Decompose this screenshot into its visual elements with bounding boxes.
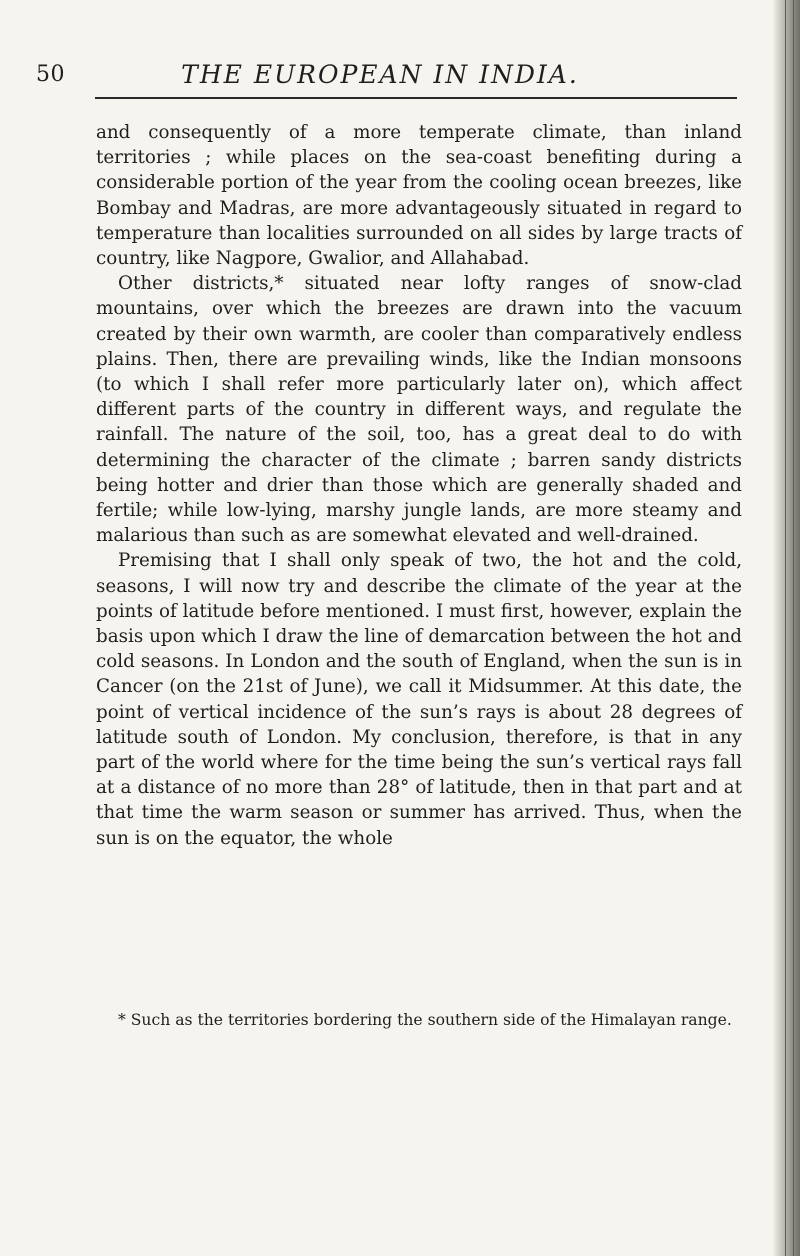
- page-edge-line: [785, 0, 786, 1256]
- paragraph-1: and consequently of a more temperate climate, than inland territories ; while places on the sea-coast benefiting during a considerable portion of the year from the cooling ocean breezes, like Bombay and Madras, are more advantageously situated in regard to temperature than localities surrounded on all sides by large tracts of country, like Nagpore, Gwalior, and Allahabad.: [96, 122, 742, 270]
- page-edge-shadow: [772, 0, 800, 1256]
- footnote: * Such as the territories bordering the southern side of the Himalayan range.: [118, 1011, 732, 1029]
- paragraph-2: Other districts,* situated near lofty ranges of snow-clad mountains, over which the breezes are drawn into the vacuum created by their own warmth, are cooler than comparatively endless plains. Then, there are prevailing winds, like the Indian monsoons (to which I shall refer more particularly later on), which affect different parts of the country in different ways, and regulate the rainfall. The nature of the soil, too, has a great deal to do with determining the character of the climate ; barren sandy districts being hotter and drier than those which are generally shaded and fertile; while low-lying, marshy jungle lands, are more steamy and malarious than such as are somewhat elevated and well-drained.: [96, 273, 742, 547]
- page-number: 50: [36, 62, 65, 87]
- paragraph-3: Premising that I shall only speak of two, the hot and the cold, seasons, I will now try and describe the climate of the year at the points of latitude before mentioned. I must first, however, explain the basis upon which I draw the line of demarcation between the hot and cold seasons. In London and the south of England, when the sun is in Cancer (on the 21st of June), we call it Midsummer. At this date, the point of vertical incidence of the sun’s rays is about 28 degrees of latitude south of London. My conclusion, therefore, is that in any part of the world where for the time being the sun’s vertical rays fall at a distance of no more than 28° of latitude, then in that part and at that time the warm season or summer has arrived. Thus, when the sun is on the equator, the whole: [96, 550, 742, 849]
- header-rule: [95, 97, 737, 99]
- page-edge-line: [793, 0, 794, 1256]
- body-text: [96, 120, 742, 851]
- running-title: THE EUROPEAN IN INDIA.: [181, 60, 579, 89]
